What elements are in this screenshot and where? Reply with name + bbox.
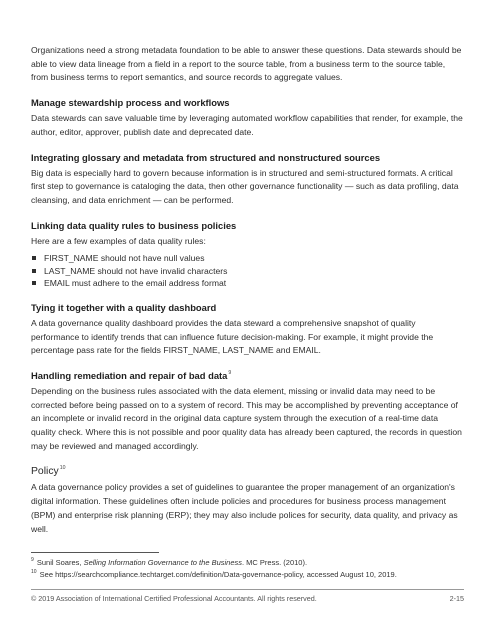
section-heading-glossary-metadata: Integrating glossary and metadata from structured and nonstructured sources xyxy=(31,151,381,163)
bullet-icon xyxy=(32,281,36,285)
footnote-10 xyxy=(31,569,471,581)
section-heading-remediation xyxy=(31,369,464,382)
bullet-icon xyxy=(32,256,36,260)
footnote-text-after: . MC Press. (2010). xyxy=(242,558,308,567)
list-item-text: EMAIL must adhere to the email address format xyxy=(44,278,227,289)
footnote-number: 9 xyxy=(31,557,34,563)
footnote-number: 10 xyxy=(31,568,37,575)
page-number: 2-15 xyxy=(449,594,464,603)
section-heading-stewardship-workflows: Manage stewardship process and workflows xyxy=(31,97,230,109)
policy-heading xyxy=(31,465,464,479)
policy-heading-text: Policy xyxy=(31,466,59,478)
footnote-9 xyxy=(31,557,471,569)
copyright-notice: © 2019 Association of International Certified Professional Accountants. All rights reserved. xyxy=(31,594,317,603)
list-item xyxy=(31,265,464,278)
document-page xyxy=(31,44,464,536)
list-item xyxy=(31,277,464,290)
data-quality-rules-list xyxy=(31,252,464,290)
footnote-divider xyxy=(31,552,159,553)
intro-paragraph: Organizations need a strong metadata foundation to be able to answer these questions. Data stewards should be able to view data lineage from a field in a report to the source table, from a business term to the source table, from business terms to report semantics, and source records to aggregate values. xyxy=(31,45,462,83)
section-body-quality-dashboard: A data governance quality dashboard provides the data steward a comprehensive snapshot of quality performance to identify trends that can influence future decision-making. For example, it might provide the percentage pass rate for the fields FIRST_NAME, LAST_NAME and EMAIL. xyxy=(31,317,434,356)
section-body-remediation: Depending on the business rules associated with the data element, missing or invalid data may need to be corrected before being passed on to a system of record. This may be accomplished by preventing acceptance of an incomplete or invalid record in the original data capture system through the execution of a real-time data quality check. Where this is not possible and poor quality data has already been captured, the records in question may be reviewed and managed accordingly. xyxy=(31,385,462,451)
section-body-glossary-metadata: Big data is especially hard to govern because information is in structured and semi-structured formats. A critical first step to governance is cataloging the data, then other governance functionality — such as data profiling, data cleansing, and data enrichment — can be performed. xyxy=(31,167,459,205)
policy-body: A data governance policy provides a set of guidelines to guarantee the proper management of an organization's digital information. These guidelines often include policies and procedures for business process management (BPM) and enterprise risk planning (ERP); they may also include polices for security, data quality, and privacy as well. xyxy=(31,482,458,534)
section-heading-data-quality-rules: Linking data quality rules to business policies xyxy=(31,219,237,231)
list-item-text: LAST_NAME should not have invalid characters xyxy=(44,265,228,276)
footnote-text-before: Sunil Soares, xyxy=(36,558,84,567)
footnote-book-title: Selling Information Governance to the Business xyxy=(83,558,243,567)
section-heading-quality-dashboard: Tying it together with a quality dashboard xyxy=(31,301,217,313)
footnotes xyxy=(31,557,471,580)
bullet-icon xyxy=(32,269,36,273)
section-heading-remediation-text: Handling remediation and repair of bad data xyxy=(31,369,228,381)
list-item xyxy=(31,252,464,265)
footnote-reference-9[interactable]: 9 xyxy=(228,369,232,376)
page-footer xyxy=(31,594,464,604)
footnote-text: See https://searchcompliance.techtarget.com/definition/Data-governance-policy, accessed August 10, 2019. xyxy=(39,569,397,579)
footer-divider xyxy=(31,589,464,590)
list-item-text: FIRST_NAME should not have null values xyxy=(44,253,205,264)
section-body-data-quality-rules: Here are a few examples of data quality rules: xyxy=(31,235,206,246)
footnote-reference-10[interactable]: 10 xyxy=(59,465,66,472)
section-body-stewardship-workflows: Data stewards can save valuable time by leveraging automated workflow capabilities that render, for example, the author, editor, approver, publish date and deprecated date. xyxy=(31,113,463,137)
